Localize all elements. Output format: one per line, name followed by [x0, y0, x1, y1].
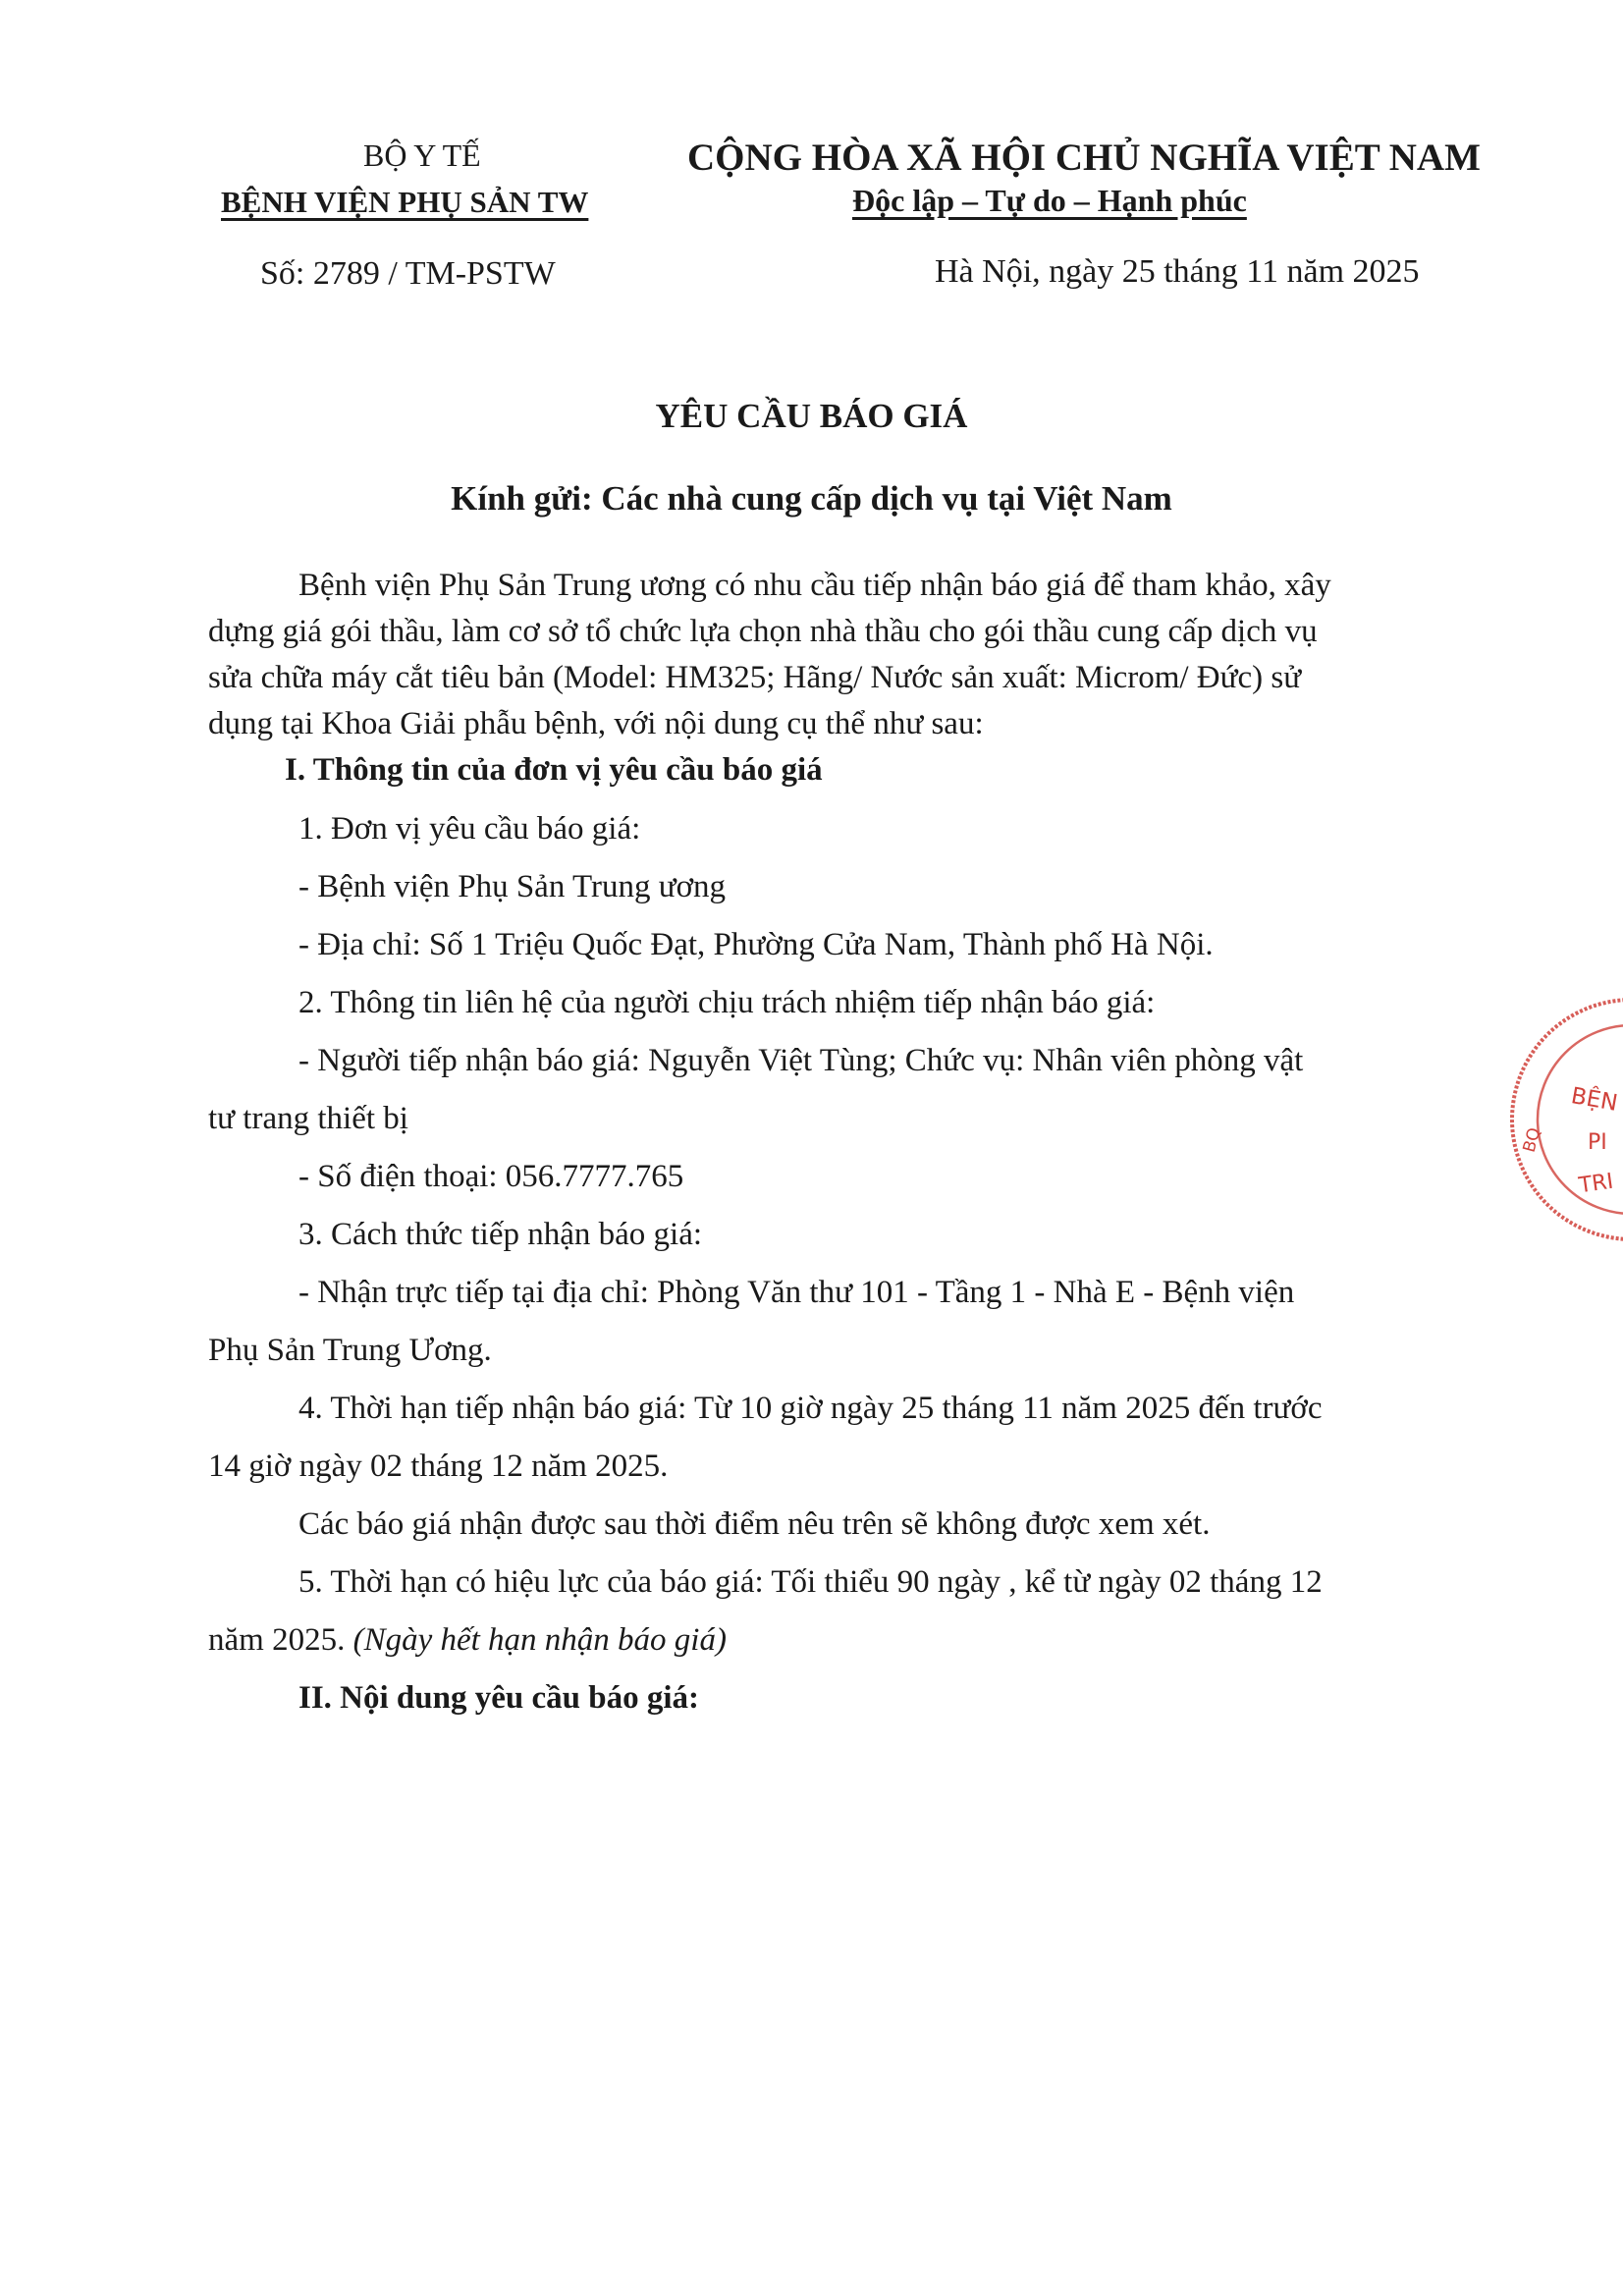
item-3-line-1: - Nhận trực tiếp tại địa chỉ: Phòng Văn thư 101 - Tầng 1 - Nhà E - Bệnh viện: [298, 1275, 1295, 1310]
item-4-line-1: 4. Thời hạn tiếp nhận báo giá: Từ 10 giờ ngày 25 tháng 11 năm 2025 đến trước: [298, 1391, 1323, 1426]
item-2-phone: - Số điện thoại: 056.7777.765: [298, 1159, 684, 1194]
item-2-person-line-2: tư trang thiết bị: [208, 1101, 408, 1136]
hospital-name: BỆNH VIỆN PHỤ SẢN TW: [221, 185, 589, 219]
section-2-heading: II. Nội dung yêu cầu báo giá:: [298, 1680, 700, 1716]
item-3-line-2: Phụ Sản Trung Ương.: [208, 1333, 492, 1368]
document-number: Số: 2789 / TM-PSTW: [260, 255, 556, 292]
late-submission-note: Các báo giá nhận được sau thời điểm nêu trên sẽ không được xem xét.: [298, 1506, 1211, 1542]
item-2-person-line-1: - Người tiếp nhận báo giá: Nguyễn Việt Tùng; Chức vụ: Nhân viên phòng vật: [298, 1043, 1304, 1078]
item-2-heading: 2. Thông tin liên hệ của người chịu trách nhiệm tiếp nhận báo giá:: [298, 985, 1156, 1020]
item-1-address: - Địa chỉ: Số 1 Triệu Quốc Đạt, Phường Cửa Nam, Thành phố Hà Nội.: [298, 927, 1214, 962]
ministry-name: BỘ Y TẾ: [363, 137, 481, 173]
item-1-name: - Bệnh viện Phụ Sản Trung ương: [298, 869, 727, 904]
place-and-date: Hà Nội, ngày 25 tháng 11 năm 2025: [935, 253, 1420, 290]
intro-line-1: Bệnh viện Phụ Sản Trung ương có nhu cầu tiếp nhận báo giá để tham khảo, xây: [298, 568, 1331, 603]
national-title: CỘNG HÒA XÃ HỘI CHỦ NGHĨA VIỆT NAM: [687, 137, 1481, 179]
stamp-text-3: TRI: [1577, 1169, 1615, 1199]
item-5-line-2: [208, 1624, 727, 1657]
item-4-line-2: 14 giờ ngày 02 tháng 12 năm 2025.: [208, 1449, 669, 1484]
intro-line-2: dựng giá gói thầu, làm cơ sở tổ chức lựa chọn nhà thầu cho gói thầu cung cấp dịch vụ: [208, 614, 1318, 649]
item-5-line-1: 5. Thời hạn có hiệu lực của báo giá: Tối thiểu 90 ngày , kể từ ngày 02 tháng 12: [298, 1564, 1323, 1600]
stamp-text-2: PI: [1588, 1130, 1607, 1155]
intro-line-3: sửa chữa máy cắt tiêu bản (Model: HM325; Hãng/ Nước sản xuất: Microm/ Đức) sử: [208, 660, 1302, 695]
national-motto: Độc lập – Tự do – Hạnh phúc: [852, 183, 1247, 218]
item-3-heading: 3. Cách thức tiếp nhận báo giá:: [298, 1217, 703, 1252]
intro-line-4: dụng tại Khoa Giải phẫu bệnh, với nội dung cụ thể như sau:: [208, 706, 984, 741]
stamp-rings: [1504, 987, 1623, 1252]
stamp-text-side: BQ: [1519, 1125, 1545, 1155]
document-title: YÊU CẦU BÁO GIÁ: [655, 397, 968, 435]
official-stamp: [1504, 987, 1623, 1252]
item-5-line-2-plain: năm 2025.: [208, 1622, 353, 1658]
item-1-heading: 1. Đơn vị yêu cầu báo giá:: [298, 811, 641, 847]
section-1-heading: I. Thông tin của đơn vị yêu cầu báo giá: [285, 752, 823, 788]
salutation: Kính gửi: Các nhà cung cấp dịch vụ tại Việt Nam: [451, 479, 1172, 518]
stamp-text-1: BỆN: [1569, 1083, 1620, 1117]
item-5-line-2-italic: (Ngày hết hạn nhận báo giá): [352, 1622, 727, 1658]
